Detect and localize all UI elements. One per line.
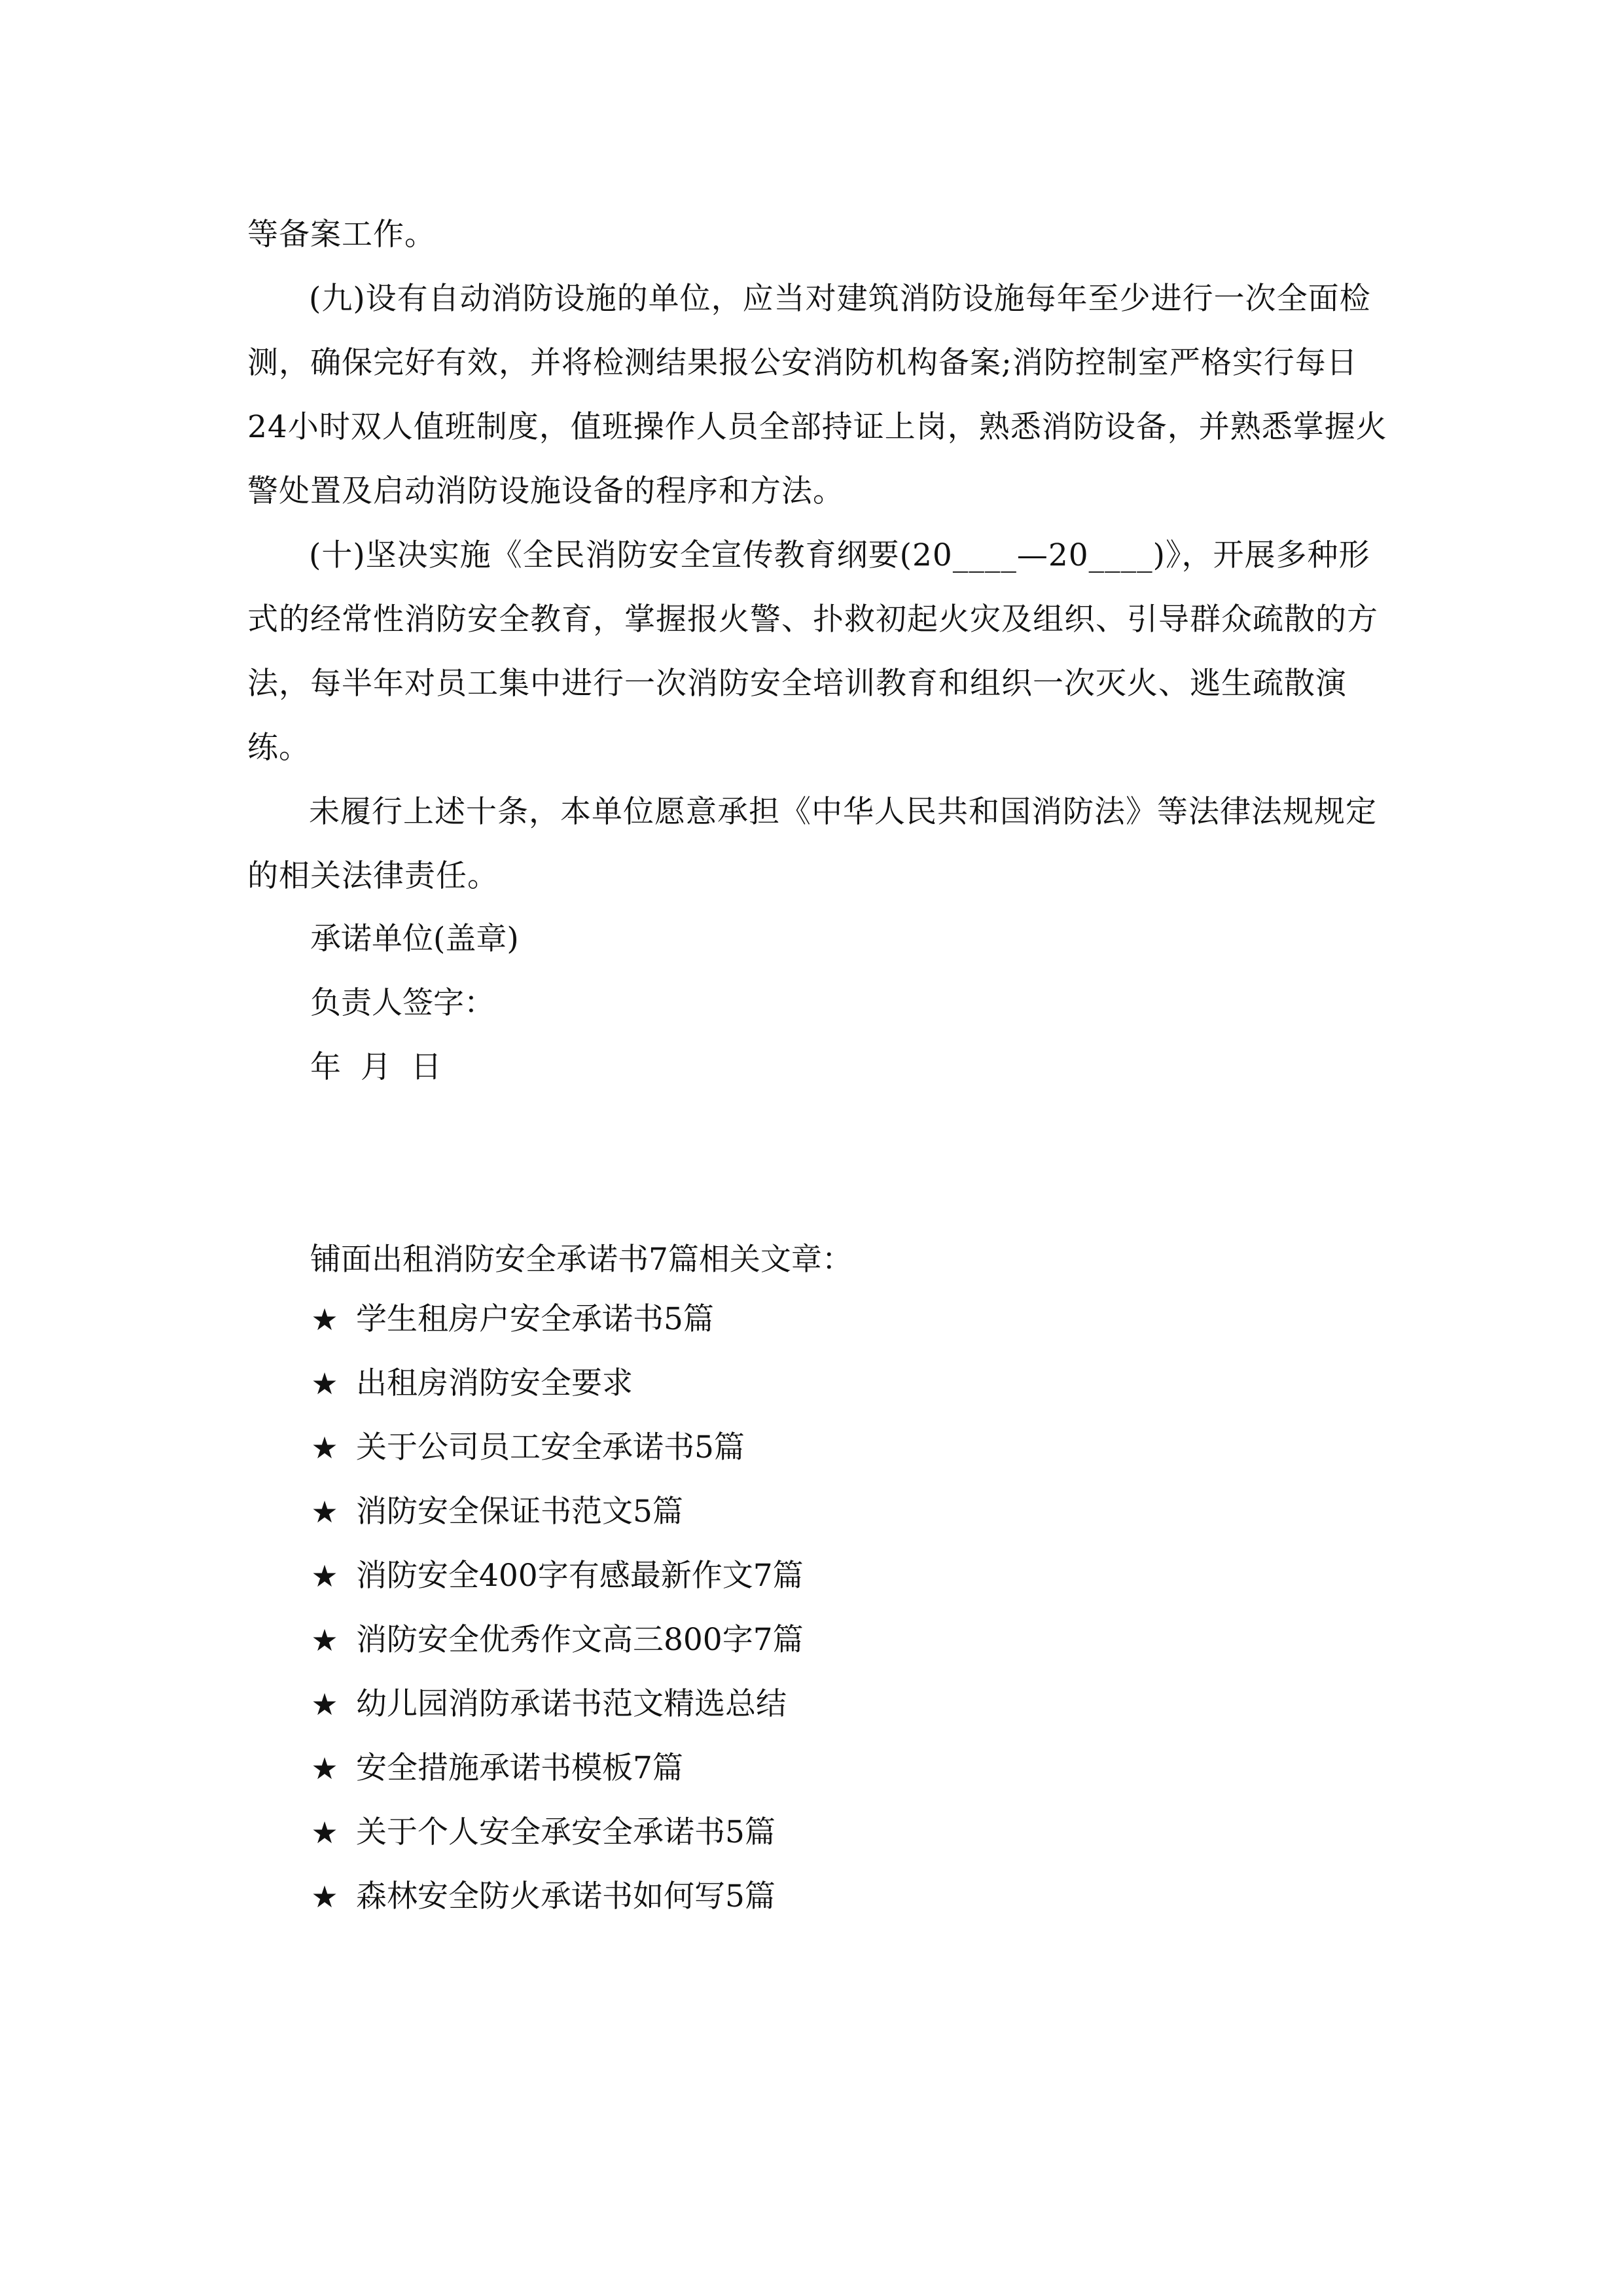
related-articles-list — [310, 1300, 804, 1941]
star-icon: ★ — [311, 1623, 338, 1658]
related-article-link[interactable]: 关于公司员工安全承诺书5篇 — [356, 1429, 745, 1465]
related-article-item[interactable] — [310, 1364, 804, 1428]
signature-person: 负责人签字： — [310, 985, 495, 1021]
star-icon: ★ — [311, 1751, 338, 1786]
related-article-link[interactable]: 学生租房户安全承诺书5篇 — [356, 1301, 714, 1337]
related-article-link[interactable]: 安全措施承诺书模板7篇 — [356, 1750, 683, 1786]
related-article-link[interactable]: 出租房消防安全要求 — [356, 1365, 633, 1401]
continuation-paragraph — [247, 203, 1389, 267]
item-nine-paragraph: (九)设有自动消防设施的单位，应当对建筑消防设施每年至少进行一次全面检测，确保完好有效，并将检测结果报公安消防机构备案;消防控制室严格实行每日24小时双人值班制度，值班操作人员全部持证上岗，熟悉消防设备，并熟悉掌握火警处置及启动消防设施设备的程序和方法。 — [247, 281, 1387, 509]
related-article-link[interactable]: 关于个人安全承安全承诺书5篇 — [356, 1814, 776, 1850]
related-articles-heading: 铺面出租消防安全承诺书7篇相关文章： — [310, 1242, 853, 1278]
related-article-item[interactable] — [310, 1621, 804, 1685]
related-article-item[interactable] — [310, 1492, 804, 1556]
related-article-item[interactable] — [310, 1877, 804, 1941]
star-icon: ★ — [311, 1366, 338, 1401]
related-article-link[interactable]: 幼儿园消防承诺书范文精选总结 — [356, 1686, 787, 1722]
star-icon: ★ — [311, 1430, 338, 1465]
related-article-item[interactable] — [310, 1428, 804, 1492]
related-article-link[interactable]: 森林安全防火承诺书如何写5篇 — [356, 1878, 776, 1914]
related-article-link[interactable]: 消防安全400字有感最新作文7篇 — [356, 1558, 804, 1594]
signature-unit: 承诺单位(盖章) — [310, 921, 519, 957]
related-article-link[interactable]: 消防安全保证书范文5篇 — [356, 1494, 683, 1530]
star-icon: ★ — [311, 1879, 338, 1914]
related-article-item[interactable] — [310, 1813, 804, 1877]
related-article-link[interactable]: 消防安全优秀作文高三800字7篇 — [356, 1622, 804, 1658]
item-ten-paragraph: (十)坚决实施《全民消防安全宣传教育纲要(20____—20____)》，开展多种形式的经常性消防安全教育，掌握报火警、扑救初起火灾及组织、引导群众疏散的方法，每半年对员工集中进行一次消防安全培训教育和组织一次灭火、逃生疏散演练。 — [247, 537, 1378, 766]
signature-date: 年 月 日 — [310, 1049, 442, 1085]
related-article-item[interactable] — [310, 1685, 804, 1749]
continuation-text: 等备案工作。 — [247, 217, 436, 253]
closing-statement: 未履行上述十条，本单位愿意承担《中华人民共和国消防法》等法律法规规定的相关法律责任。 — [247, 794, 1377, 894]
star-icon: ★ — [311, 1494, 338, 1530]
related-article-item[interactable] — [310, 1300, 804, 1364]
star-icon: ★ — [311, 1687, 338, 1722]
star-icon: ★ — [311, 1558, 338, 1594]
star-icon: ★ — [311, 1815, 338, 1850]
related-article-item[interactable] — [310, 1749, 804, 1813]
star-icon: ★ — [311, 1302, 338, 1337]
related-article-item[interactable] — [310, 1556, 804, 1621]
